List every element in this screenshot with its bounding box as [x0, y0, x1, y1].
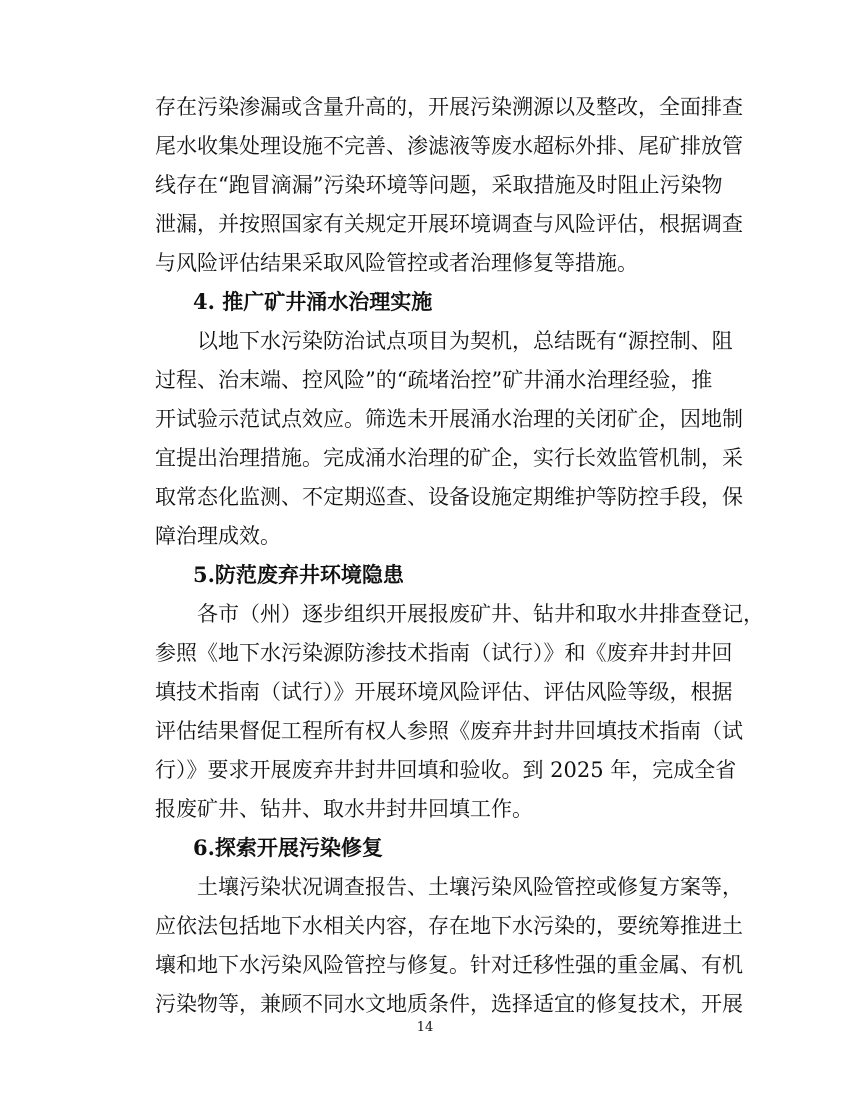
section-heading-6: 6.探索开展污染修复 [193, 835, 383, 860]
paragraph-line: 宜提出治理措施。完成涌水治理的矿企，实行长效监管机制，采 [155, 446, 743, 470]
paragraph-line: 行）》要求开展废弃井封井回填和验收。到 2025 年，完成全省 [155, 758, 737, 782]
page-number: 14 [416, 1020, 434, 1035]
paragraph-line: 障治理成效。 [155, 524, 281, 548]
paragraph-line: 评估结果督促工程所有权人参照《废弃井封井回填技术指南（试 [155, 719, 743, 743]
paragraph-line: 以地下水污染防治试点项目为契机，总结既有“源控制、阻 [197, 329, 733, 353]
paragraph-line: 报废矿井、钻井、取水井封井回填工作。 [155, 797, 533, 821]
paragraph-line: 壤和地下水污染风险管控与修复。针对迁移性强的重金属、有机 [155, 953, 743, 977]
paragraph-line: 各市（州）逐步组织开展报废矿井、钻井和取水井排查登记， [197, 602, 764, 626]
section-heading-5: 5.防范废弃井环境隐患 [193, 562, 404, 587]
paragraph-line: 污染物等，兼顾不同水文地质条件，选择适宜的修复技术，开展 [155, 992, 743, 1016]
paragraph-line: 应依法包括地下水相关内容，存在地下水污染的，要统筹推进土 [155, 914, 743, 938]
paragraph-line: 泄漏，并按照国家有关规定开展环境调查与风险评估，根据调查 [155, 212, 743, 236]
paragraph-line: 线存在“跑冒滴漏”污染环境等问题，采取措施及时阻止污染物 [155, 173, 723, 197]
section-heading-4: 4. 推广矿井涌水治理实施 [193, 289, 433, 314]
paragraph-line: 开试验示范试点效应。筛选未开展涌水治理的关闭矿企，因地制 [155, 407, 743, 431]
paragraph-line: 过程、治末端、控风险”的“疏堵治控”矿井涌水治理经验，推 [155, 368, 713, 392]
paragraph-line: 存在污染渗漏或含量升高的，开展污染溯源以及整改，全面排查 [155, 95, 743, 119]
paragraph-line: 与风险评估结果采取风险管控或者治理修复等措施。 [155, 251, 638, 275]
paragraph-line: 取常态化监测、不定期巡查、设备设施定期维护等防控手段，保 [155, 485, 743, 509]
paragraph-line: 填技术指南（试行）》开展环境风险评估、评估风险等级，根据 [155, 680, 733, 704]
paragraph-line: 尾水收集处理设施不完善、渗滤液等废水超标外排、尾矿排放管 [155, 134, 743, 158]
paragraph-line: 土壤污染状况调查报告、土壤污染风险管控或修复方案等， [197, 875, 743, 899]
paragraph-line: 参照《地下水污染源防渗技术指南（试行）》和《废弃井封井回 [155, 641, 733, 665]
